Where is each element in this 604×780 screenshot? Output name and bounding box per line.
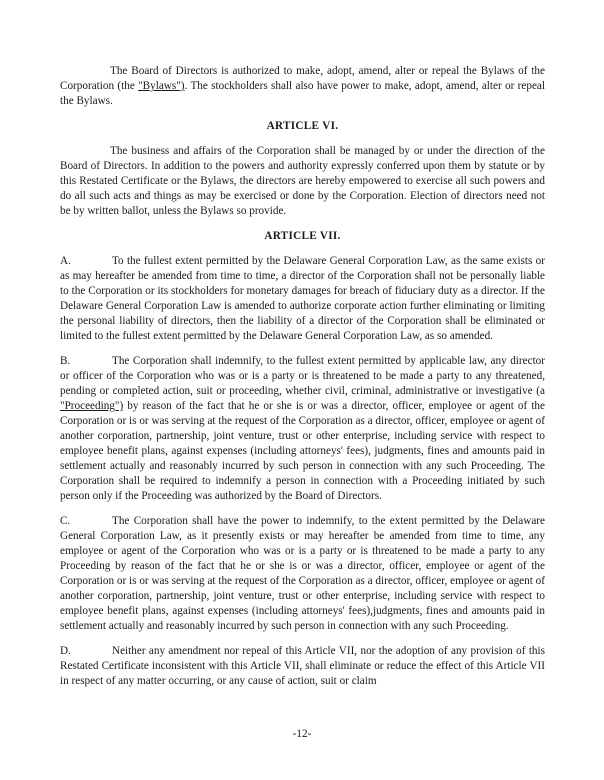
underlined-defined-term: "Bylaws") bbox=[138, 80, 185, 92]
document-paragraph bbox=[60, 64, 545, 109]
paragraph-letter: C. bbox=[60, 515, 71, 527]
page-number: -12- bbox=[292, 728, 312, 740]
document-paragraph bbox=[60, 254, 545, 344]
paragraph-text: ARTICLE VI. bbox=[266, 120, 339, 132]
paragraph-text: . The stockholders shall also have power to make, adopt, amend, alter or repeal the Bylaws. bbox=[60, 80, 545, 107]
article-heading bbox=[60, 229, 545, 244]
document-paragraph bbox=[60, 354, 545, 504]
paragraph-text: The Corporation shall have the power to indemnify, to the extent permitted by the Delaware General Corporation Law, as it presently exists or may hereafter be amended from time to time, any employee or agent of the Corporation who was or is a party or is threatened to be made a party to any Proceeding by reason of the fact that he or she is or was a director, officer, employee or agent of the Corporation or is or was serving at the request of the Corporation as a director, officer, employee or agent of another corporation, partnership, joint venture, trust or other enterprise, including service with respect to employee benefit plans, against expenses (including attorneys' fees),judgments, fines and amounts paid in settlement actually and reasonably incurred by such person in connection with any such Proceeding. bbox=[60, 515, 545, 632]
paragraph-text: ARTICLE VII. bbox=[264, 230, 341, 242]
document-paragraph bbox=[60, 514, 545, 634]
paragraph-text: The Corporation shall indemnify, to the fullest extent permitted by applicable law, any director or officer of the Corporation who was or is a party or is threatened to be made a party to any threatened, pending or completed action, suit or proceeding, whether civil, criminal, administrative or investigative (a bbox=[60, 355, 545, 397]
document-paragraph bbox=[60, 144, 545, 219]
paragraph-text: The business and affairs of the Corporation shall be managed by or under the direction of the Board of Directors. In addition to the powers and authority expressly conferred upon them by statute or by this Restated Certificate or the Bylaws, the directors are hereby empowered to exercise all such powers and do all such acts and things as may be exercised or done by the Corporation. Election of directors need not be by written ballot, unless the Bylaws so provide. bbox=[60, 145, 545, 217]
paragraph-letter: B. bbox=[60, 355, 71, 367]
paragraph-text: by reason of the fact that he or she is or was a director, officer, employee or agent of the Corporation or is or was serving at the request of the Corporation as a director, officer, employee or agent of another corporation, partnership, joint venture, trust or other enterprise, including service with respect to employee benefit plans, against expenses (including attorneys' fees), judgments, fines and amounts paid in settlement actually and reasonably incurred by such person in connection with any such Proceeding. The Corporation shall be required to indemnify a person in connection with a Proceeding initiated by such person only if the Proceeding was authorized by the Board of Directors. bbox=[60, 400, 545, 502]
article-heading bbox=[60, 119, 545, 134]
paragraph-letter: D. bbox=[60, 645, 71, 657]
paragraph-letter: A. bbox=[60, 255, 71, 267]
document-body bbox=[60, 64, 545, 699]
paragraph-text: Neither any amendment nor repeal of this Article VII, nor the adoption of any provision of this Restated Certificate inconsistent with this Article VII, shall eliminate or reduce the effect of this Article VII in respect of any matter occurring, or any cause of action, suit or claim bbox=[60, 645, 545, 687]
document-paragraph bbox=[60, 644, 545, 689]
paragraph-text: The Board of Directors is authorized to make, adopt, amend, alter or repeal the Bylaws of the Corporation (the bbox=[60, 65, 545, 92]
paragraph-text: To the fullest extent permitted by the Delaware General Corporation Law, as the same exists or as may hereafter be amended from time to time, a director of the Corporation shall not be personally liable to the Corporation or its stockholders for monetary damages for breach of fiduciary duty as a director. If the Delaware General Corporation Law is amended to authorize corporate action further eliminating or limiting the personal liability of directors, then the liability of a director of the Corporation shall be eliminated or limited to the fullest extent permitted by the Delaware General Corporation Law, as so amended. bbox=[60, 255, 545, 342]
underlined-defined-term: "Proceeding") bbox=[60, 400, 124, 412]
